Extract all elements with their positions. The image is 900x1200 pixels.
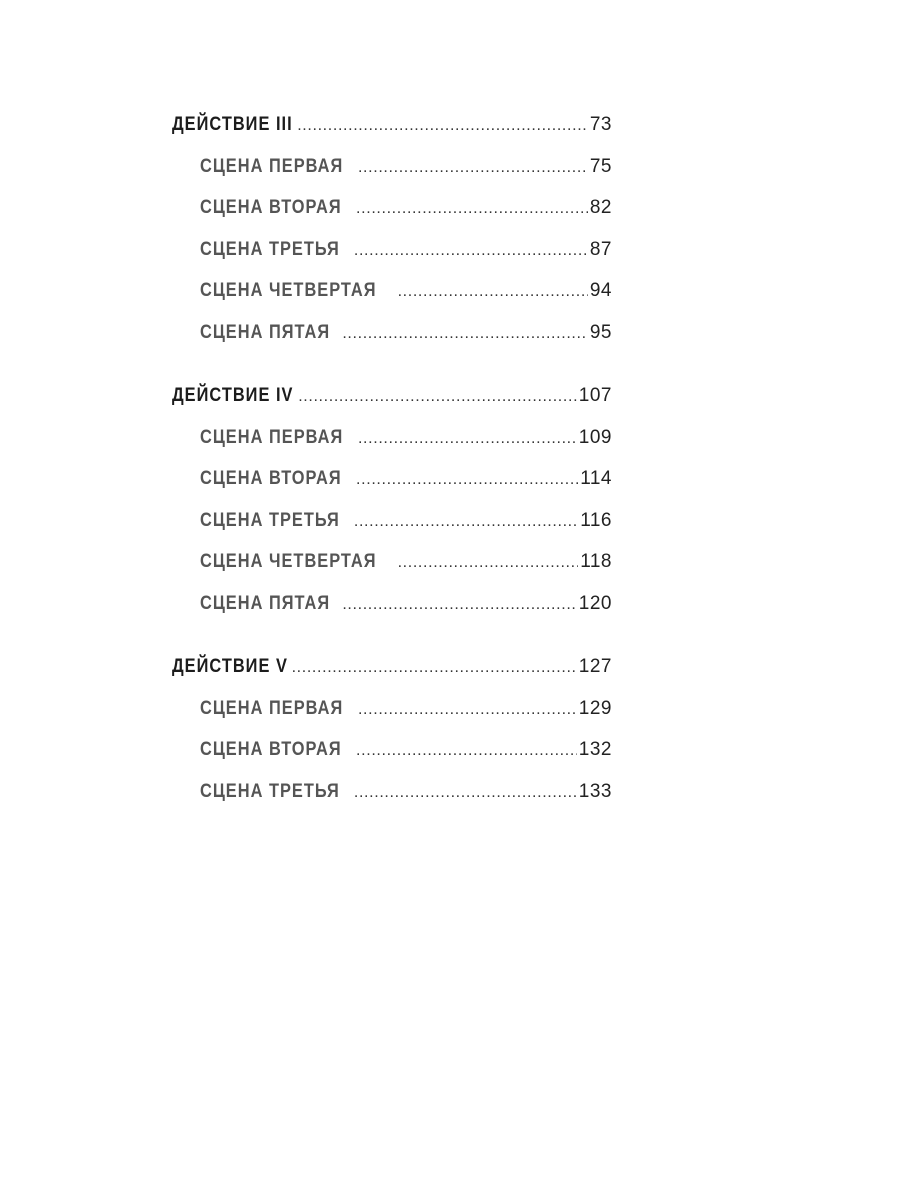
toc-scene-title: СЦЕНА ТРЕТЬЯ xyxy=(200,508,340,531)
dot-leader xyxy=(356,188,588,230)
toc-act-entry[interactable] xyxy=(172,375,612,417)
toc-scene-entry[interactable] xyxy=(172,229,612,271)
toc-scene-entry[interactable] xyxy=(172,688,612,730)
toc-act-section xyxy=(172,104,612,353)
toc-act-section xyxy=(172,646,612,812)
dot-leader xyxy=(354,230,588,272)
toc-scene-title: СЦЕНА ВТОРАЯ xyxy=(200,467,342,489)
dot-leader xyxy=(398,542,579,584)
toc-page-number: 73 xyxy=(589,114,612,135)
toc-scene-title: СЦЕНА ВТОРАЯ xyxy=(200,196,342,218)
dot-leader xyxy=(354,501,578,543)
dot-leader xyxy=(298,376,577,418)
dot-leader xyxy=(342,584,576,626)
toc-page-number: 87 xyxy=(589,238,612,260)
toc-page-number: 133 xyxy=(578,780,612,802)
toc-scene-entry[interactable] xyxy=(172,312,612,354)
toc-scene-title: СЦЕНА ВТОРАЯ xyxy=(200,738,342,760)
toc-page-number: 75 xyxy=(589,155,612,177)
toc-page-number: 120 xyxy=(578,592,612,614)
toc-scene-title: СЦЕНА ПЕРВАЯ xyxy=(200,154,344,177)
toc-scene-entry[interactable] xyxy=(172,771,612,813)
toc-scene-entry[interactable] xyxy=(172,541,612,583)
toc-page-number: 132 xyxy=(578,739,612,760)
toc-act-title: ДЕЙСТВИЕ V xyxy=(172,655,288,677)
toc-page-number: 95 xyxy=(589,321,612,343)
toc-scene-entry[interactable] xyxy=(172,417,612,459)
toc-scene-title: СЦЕНА ЧЕТВЕРТАЯ xyxy=(200,550,377,572)
toc-scene-entry[interactable] xyxy=(172,146,612,188)
toc-page-number: 129 xyxy=(578,697,612,719)
toc-scene-title: СЦЕНА ПЕРВАЯ xyxy=(200,696,344,719)
toc-scene-title: СЦЕНА ПЯТАЯ xyxy=(200,591,331,614)
toc-page-number: 114 xyxy=(580,468,612,489)
toc-scene-title: СЦЕНА ПЕРВАЯ xyxy=(200,425,344,448)
table-of-contents xyxy=(172,104,612,812)
toc-act-title: ДЕЙСТВИЕ III xyxy=(172,113,293,135)
dot-leader xyxy=(358,689,577,731)
toc-scene-entry[interactable] xyxy=(172,270,612,312)
dot-leader xyxy=(358,147,588,189)
dot-leader xyxy=(356,730,577,772)
toc-page-number: 109 xyxy=(578,426,612,448)
toc-act-entry[interactable] xyxy=(172,646,612,688)
dot-leader xyxy=(297,105,588,147)
dot-leader xyxy=(354,772,577,814)
toc-scene-entry[interactable] xyxy=(172,187,612,229)
dot-leader xyxy=(292,647,577,689)
toc-act-section xyxy=(172,375,612,624)
dot-leader xyxy=(398,271,588,313)
toc-act-entry[interactable] xyxy=(172,104,612,146)
toc-page-number: 82 xyxy=(589,197,612,218)
toc-scene-entry[interactable] xyxy=(172,500,612,542)
toc-page-number: 118 xyxy=(580,551,612,572)
toc-act-title: ДЕЙСТВИЕ IV xyxy=(172,384,294,406)
dot-leader xyxy=(356,459,578,501)
toc-scene-title: СЦЕНА ЧЕТВЕРТАЯ xyxy=(200,279,377,301)
toc-page-number: 116 xyxy=(580,509,612,531)
toc-scene-title: СЦЕНА ТРЕТЬЯ xyxy=(200,779,340,802)
toc-page-number: 127 xyxy=(578,656,612,677)
toc-scene-entry[interactable] xyxy=(172,458,612,500)
toc-page-number: 107 xyxy=(578,385,612,406)
dot-leader xyxy=(358,418,577,460)
toc-scene-entry[interactable] xyxy=(172,583,612,625)
toc-scene-title: СЦЕНА ТРЕТЬЯ xyxy=(200,237,340,260)
toc-page-number: 94 xyxy=(589,280,612,301)
toc-scene-title: СЦЕНА ПЯТАЯ xyxy=(200,320,331,343)
toc-scene-entry[interactable] xyxy=(172,729,612,771)
dot-leader xyxy=(342,313,588,355)
